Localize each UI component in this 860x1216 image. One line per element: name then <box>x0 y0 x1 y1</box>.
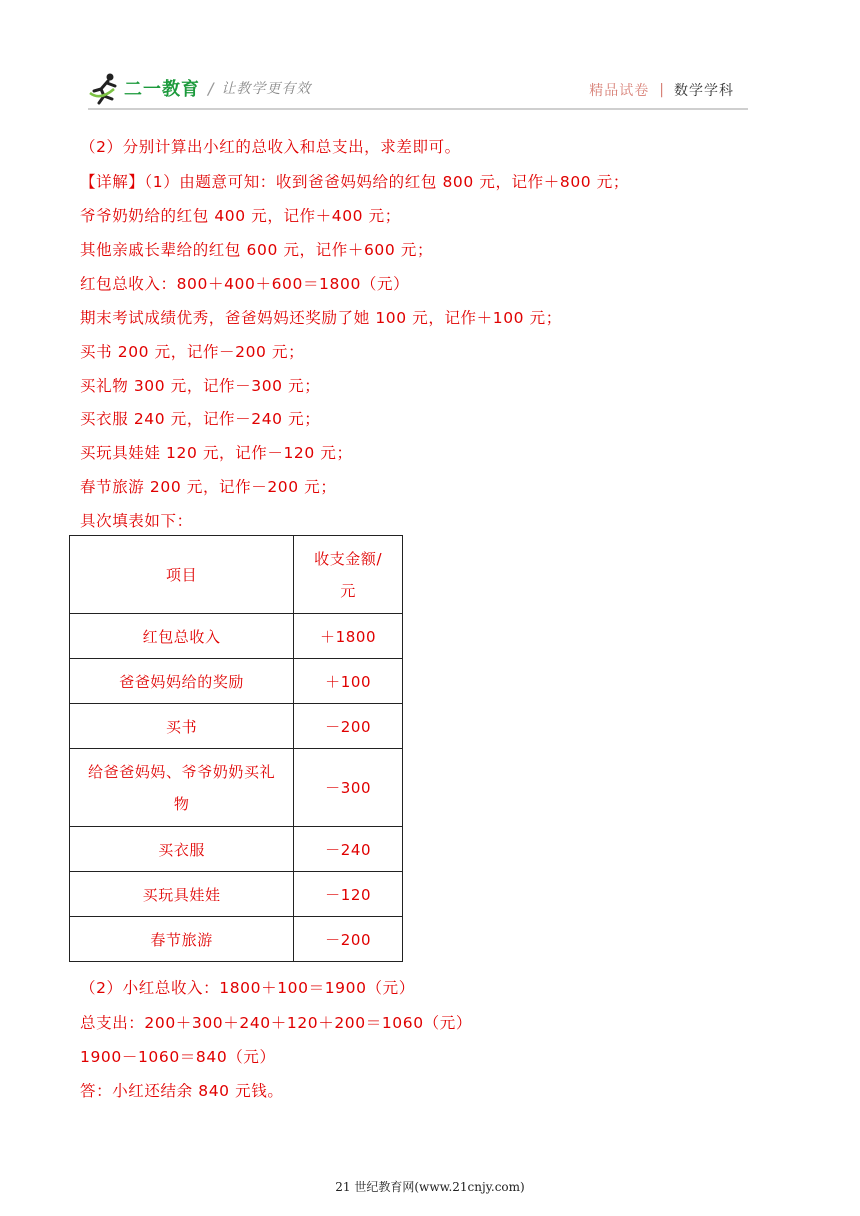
header-tags <box>589 80 734 100</box>
page-header <box>88 66 748 112</box>
item-cell: 春节旅游 <box>70 917 294 962</box>
amount-cell: －200 <box>294 704 403 749</box>
table-header-row <box>70 536 403 614</box>
tag-premium-paper: 精品试卷 <box>589 83 650 99</box>
table-row <box>70 749 403 827</box>
text-line: （2）小红总收入：1800＋100＝1900（元） <box>80 979 415 997</box>
text-line: 买衣服 240 元，记作－240 元； <box>80 410 321 428</box>
item-cell: 红包总收入 <box>70 614 294 659</box>
text-line: （2）分别计算出小红的总收入和总支出，求差即可。 <box>80 138 461 156</box>
text-line: 1900－1060＝840（元） <box>80 1048 276 1066</box>
header-amount-line-2: 元 <box>340 581 356 600</box>
amount-cell: －240 <box>294 827 403 872</box>
text-line: 期末考试成绩优秀，爸爸妈妈还奖励了她 100 元，记作＋100 元； <box>80 309 562 327</box>
text-line: 【详解】（1）由题意可知：收到爸爸妈妈给的红包 800 元，记作＋800 元； <box>80 173 629 191</box>
text-line: 买礼物 300 元，记作－300 元； <box>80 377 321 395</box>
item-cell: 爸爸妈妈给的奖励 <box>70 659 294 704</box>
amount-cell: ＋1800 <box>294 614 403 659</box>
logo-text: 二一教育 <box>124 79 200 100</box>
text-line: 答：小红还结余 840 元钱。 <box>80 1082 284 1100</box>
header-rule <box>88 108 748 110</box>
header-amount-cell <box>294 536 403 614</box>
page-footer: 21 世纪教育网(www.21cnjy.com) <box>335 1180 525 1194</box>
table-row <box>70 917 403 962</box>
table-row <box>70 614 403 659</box>
item-cell: 买玩具娃娃 <box>70 872 294 917</box>
table-row <box>70 827 403 872</box>
header-item-cell: 项目 <box>70 536 294 614</box>
amount-cell: －200 <box>294 917 403 962</box>
amount-cell: ＋100 <box>294 659 403 704</box>
tag-subject: 数学学科 <box>674 83 734 99</box>
text-line: 具次填表如下： <box>80 512 193 530</box>
logo <box>88 70 311 106</box>
text-line: 其他亲戚长辈给的红包 600 元，记作＋600 元； <box>80 241 434 259</box>
item-cell: 买书 <box>70 704 294 749</box>
table-row <box>70 659 403 704</box>
logo-slogan: 让教学更有效 <box>221 81 312 97</box>
income-expense-table <box>69 535 403 962</box>
text-line: 春节旅游 200 元，记作－200 元； <box>80 478 337 496</box>
item-cell-line-1: 给爸爸妈妈、爷爷奶奶买礼 <box>88 762 276 781</box>
table-row <box>70 704 403 749</box>
tag-divider: | <box>659 82 664 98</box>
header-amount-line-1: 收支金额/ <box>314 549 383 568</box>
text-line: 买书 200 元，记作－200 元； <box>80 343 305 361</box>
item-cell: 买衣服 <box>70 827 294 872</box>
text-line: 买玩具娃娃 120 元，记作－120 元； <box>80 444 353 462</box>
amount-cell: －120 <box>294 872 403 917</box>
logo-divider: / <box>208 78 214 98</box>
text-line: 红包总收入：800＋400＋600＝1800（元） <box>80 275 410 293</box>
runner-logo-icon <box>88 71 122 105</box>
item-cell-line-2: 物 <box>173 794 190 813</box>
table-row <box>70 872 403 917</box>
text-line: 总支出：200＋300＋240＋120＋200＝1060（元） <box>80 1014 472 1032</box>
text-line: 爷爷奶奶给的红包 400 元，记作＋400 元； <box>80 207 401 225</box>
amount-cell: －300 <box>294 749 403 827</box>
item-cell <box>70 749 294 827</box>
